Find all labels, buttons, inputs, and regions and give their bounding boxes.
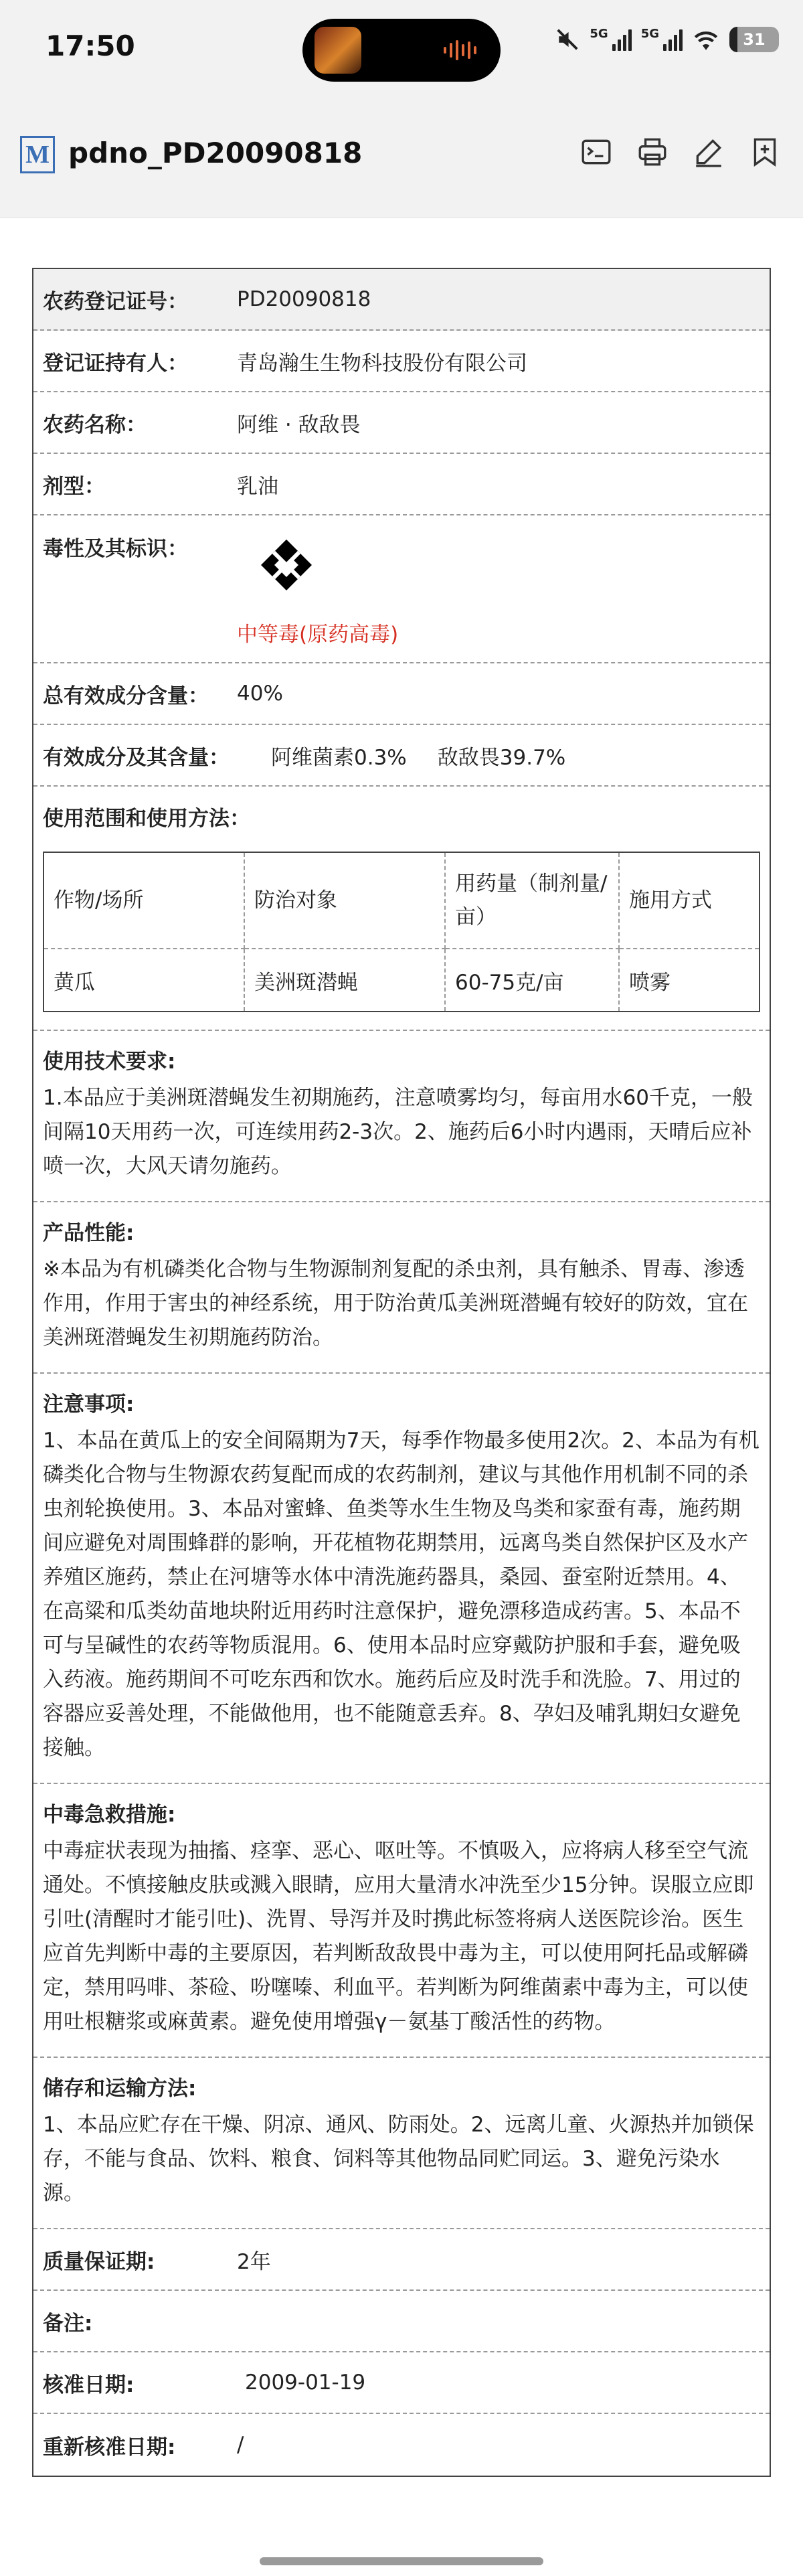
usage-table bbox=[43, 852, 760, 1012]
precautions-text: 1、本品在黄瓜上的安全间隔期为7天，每季作物最多使用2次。2、本品为有机磷类化合物与生物源农药复配而成的农药制剂，建议与其他作用机制不同的杀虫剂轮换使用。3、本品对蜜蜂、鱼类等水生生物及鸟类和家蚕有毒，施药期间应避免对周围蜂群的影响，开花植物花期禁用，远离鸟类自然保护区及水产养殖区施药，禁止在河塘等水体中清洗施药器具，桑园、蚕室附近禁用。4、在高粱和瓜类幼苗地块附近用药时注意保护，避免漂移造成药害。5、本品不可与呈碱性的农药等物质混用。6、使用本品时应穿戴防护服和手套，避免吸入药液。施药期间不可吃东西和饮水。施药后应及时洗手和洗脸。7、用过的容器应妥善处理，不能做他用，也不能随意丢弃。8、孕妇及哺乳期妇女避免接触。 bbox=[43, 1429, 760, 1760]
table-header-cell: 作物/场所 bbox=[43, 852, 244, 949]
signal-icon bbox=[612, 28, 632, 51]
tech-requirements-label: 使用技术要求: bbox=[43, 1050, 176, 1074]
approval-date-row bbox=[33, 2352, 770, 2414]
audio-wave-icon bbox=[444, 40, 476, 60]
print-icon bbox=[636, 135, 669, 169]
total-content-label: 总有效成分含量： bbox=[43, 683, 209, 708]
formulation-row bbox=[33, 454, 770, 515]
toxicity-label: 毒性及其标识： bbox=[43, 537, 188, 561]
network-type-2: 5G bbox=[640, 27, 659, 41]
signal-icon bbox=[663, 28, 683, 51]
network-type-1: 5G bbox=[590, 27, 608, 41]
holder-row bbox=[33, 331, 770, 392]
performance-section bbox=[33, 1202, 770, 1374]
tech-requirements-text: 1.本品应于美洲斑潜蝇发生初期施药，注意喷雾均匀，每亩用水60千克，一般间隔10天用药一次，可连续用药2-3次。2、施药后6小时内遇雨，天晴后应补喷一次，大风天请勿施药。 bbox=[43, 1086, 753, 1178]
table-cell: 60-75克/亩 bbox=[445, 949, 619, 1012]
reapproval-date-label: 重新核准日期: bbox=[43, 2435, 176, 2460]
app-bar bbox=[0, 94, 803, 218]
holder-label: 登记证持有人： bbox=[43, 351, 188, 376]
toxicity-box bbox=[237, 532, 398, 647]
toxicity-row bbox=[33, 515, 770, 663]
terminal-icon bbox=[579, 135, 613, 169]
total-content-value: 40% bbox=[237, 681, 283, 706]
total-content-row bbox=[33, 663, 770, 725]
reapproval-date-value: / bbox=[237, 2433, 244, 2457]
formulation-value: 乳油 bbox=[237, 474, 278, 499]
shelf-life-row bbox=[33, 2229, 770, 2291]
shelf-life-label: 质量保证期: bbox=[43, 2249, 155, 2274]
edit-button[interactable] bbox=[689, 133, 728, 171]
active-ingredient-1: 阿维菌素0.3% bbox=[271, 745, 407, 770]
table-header-row bbox=[43, 852, 760, 949]
approval-date-label: 核准日期: bbox=[43, 2372, 135, 2397]
usage-section bbox=[33, 787, 770, 1031]
precautions-section bbox=[33, 1374, 770, 1784]
approval-date-value: 2009-01-19 bbox=[245, 2370, 366, 2395]
wifi-icon bbox=[692, 27, 720, 52]
reg-no-row bbox=[33, 269, 770, 331]
first-aid-label: 中毒急救措施: bbox=[43, 1803, 176, 1827]
status-icons bbox=[555, 27, 779, 52]
first-aid-text: 中毒症状表现为抽搐、痉挛、恶心、呕吐等。不慎吸入，应将病人移至空气流通处。不慎接触皮肤或溅入眼睛，应用大量清水冲洗至少15分钟。误服立应即引吐(清醒时才能引吐)、洗胃、导泻并及时携此标签将病人送医院诊治。医生应首先判断中毒的主要原因，若判断敌敌畏中毒为主，可以使用阿托品或解磷定，禁用吗啡、茶硷、吩噻嗪、利血平。若判断为阿维菌素中毒为主，可以使用吐根糖浆或麻黄素。避免使用增强γ－氨基丁酸活性的药物。 bbox=[43, 1839, 754, 2034]
active-ingredients-values bbox=[271, 740, 596, 771]
toxicity-symbol-icon bbox=[237, 532, 336, 598]
active-ingredients-row bbox=[33, 725, 770, 787]
table-header-cell: 用药量（制剂量/亩） bbox=[445, 852, 619, 949]
app-logo: M bbox=[20, 136, 55, 173]
pesticide-record bbox=[32, 268, 771, 2477]
name-row bbox=[33, 392, 770, 454]
table-row bbox=[43, 949, 760, 1012]
storage-label: 储存和运输方法: bbox=[43, 2077, 197, 2101]
table-cell: 黄瓜 bbox=[43, 949, 244, 1012]
reapproval-date-row bbox=[33, 2414, 770, 2476]
holder-value: 青岛瀚生生物科技股份有限公司 bbox=[237, 351, 527, 376]
status-time: 17:50 bbox=[46, 29, 135, 62]
precautions-label: 注意事项: bbox=[43, 1392, 135, 1417]
toolbar-actions bbox=[577, 133, 784, 171]
dynamic-island[interactable] bbox=[302, 19, 501, 82]
table-header-cell: 施用方式 bbox=[619, 852, 760, 949]
reg-no-label: 农药登记证号： bbox=[43, 289, 188, 314]
performance-label: 产品性能: bbox=[43, 1221, 135, 1245]
first-aid-section bbox=[33, 1784, 770, 2058]
active-ingredient-2: 敌敌畏39.7% bbox=[437, 745, 566, 770]
music-cover-icon[interactable] bbox=[315, 27, 361, 74]
battery-level: 31 bbox=[743, 30, 766, 49]
active-ingredients-label: 有效成分及其含量： bbox=[43, 745, 230, 770]
table-header-cell: 防治对象 bbox=[244, 852, 445, 949]
status-bar bbox=[0, 0, 803, 94]
formulation-label: 剂型： bbox=[43, 474, 105, 499]
name-label: 农药名称： bbox=[43, 412, 147, 437]
page-title: pdno_PD20090818 bbox=[68, 137, 363, 169]
remarks-label: 备注: bbox=[43, 2311, 93, 2336]
usage-label: 使用范围和使用方法： bbox=[43, 807, 250, 831]
home-indicator[interactable] bbox=[260, 2557, 543, 2565]
performance-text: ※本品为有机磷类化合物与生物源制剂复配的杀虫剂，具有触杀、胃毒、渗透作用，作用于害虫的神经系统，用于防治黄瓜美洲斑潜蝇有较好的防效，宜在美洲斑潜蝇发生初期施药防治。 bbox=[43, 1257, 748, 1350]
table-cell: 美洲斑潜蝇 bbox=[244, 949, 445, 1012]
toxicity-value: 中等毒(原药高毒) bbox=[237, 623, 399, 647]
terminal-button[interactable] bbox=[577, 133, 616, 171]
storage-text: 1、本品应贮存在干燥、阴凉、通风、防雨处。2、远离儿童、火源热并加锁保存，不能与食品、饮料、粮食、饲料等其他物品同贮同运。3、避免污染水源。 bbox=[43, 2113, 754, 2205]
mute-icon bbox=[555, 27, 580, 52]
storage-section bbox=[33, 2058, 770, 2229]
battery-icon bbox=[729, 27, 779, 52]
edit-icon bbox=[692, 135, 725, 169]
remarks-row bbox=[33, 2291, 770, 2352]
name-value: 阿维 · 敌敌畏 bbox=[237, 412, 361, 437]
reg-no-value: PD20090818 bbox=[237, 287, 371, 311]
tech-requirements-section bbox=[33, 1031, 770, 1202]
shelf-life-value: 2年 bbox=[237, 2249, 271, 2274]
print-button[interactable] bbox=[633, 133, 672, 171]
bookmark-add-icon bbox=[748, 135, 782, 169]
bookmark-add-button[interactable] bbox=[745, 133, 784, 171]
table-cell: 喷雾 bbox=[619, 949, 760, 1012]
